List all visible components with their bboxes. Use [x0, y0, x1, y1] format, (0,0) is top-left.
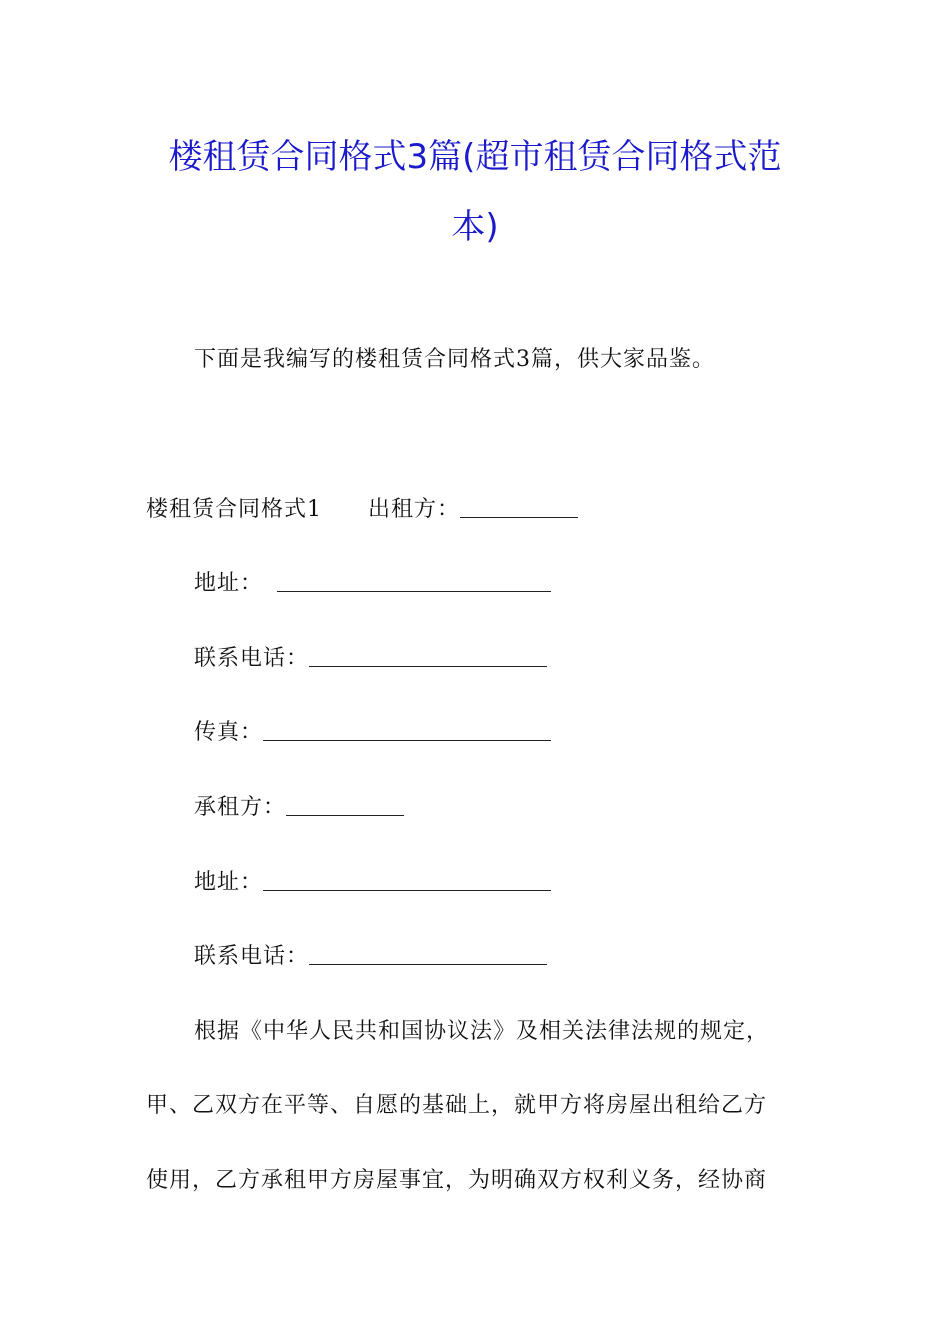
lessor-phone-row — [194, 644, 547, 674]
document-title-line-2: 本) — [451, 207, 499, 247]
lessee-phone-row — [194, 942, 547, 972]
section-1-heading: 楼租赁合同格式1 — [146, 497, 322, 522]
lessor-fax-blank — [263, 720, 551, 741]
lessee-label: 承租方： — [194, 795, 287, 820]
lessor-blank — [460, 497, 578, 518]
lessor-phone-label: 联系电话： — [194, 646, 310, 671]
lessee-phone-blank — [309, 944, 547, 965]
lessor-phone-blank — [309, 646, 547, 667]
lessor-fax-label: 传真： — [194, 720, 264, 745]
section-1-heading-row — [146, 495, 578, 525]
lessee-row — [194, 793, 404, 823]
document-title-line-1: 楼租赁合同格式3篇(超市租赁合同格式范 — [168, 137, 782, 177]
lessee-address-label: 地址： — [194, 870, 264, 895]
lessor-label: 出租方： — [368, 497, 461, 522]
lessee-address-row — [194, 868, 551, 898]
lessee-blank — [286, 795, 404, 816]
lessor-address-label: 地址： — [194, 571, 264, 596]
lessor-fax-row — [194, 718, 551, 748]
body-line-2: 甲、乙双方在平等、自愿的基础上，就甲方将房屋出租给乙方 — [146, 1093, 768, 1118]
intro-paragraph: 下面是我编写的楼租赁合同格式3篇，供大家品鉴。 — [194, 347, 715, 372]
body-line-1: 根据《中华人民共和国协议法》及相关法律法规的规定， — [194, 1019, 770, 1044]
lessor-address-row — [194, 569, 551, 599]
lessor-address-blank — [277, 571, 551, 592]
body-line-3: 使用，乙方承租甲方房屋事宜，为明确双方权利义务，经协商 — [146, 1168, 768, 1193]
lessee-phone-label: 联系电话： — [194, 944, 310, 969]
lessee-address-blank — [263, 870, 551, 891]
